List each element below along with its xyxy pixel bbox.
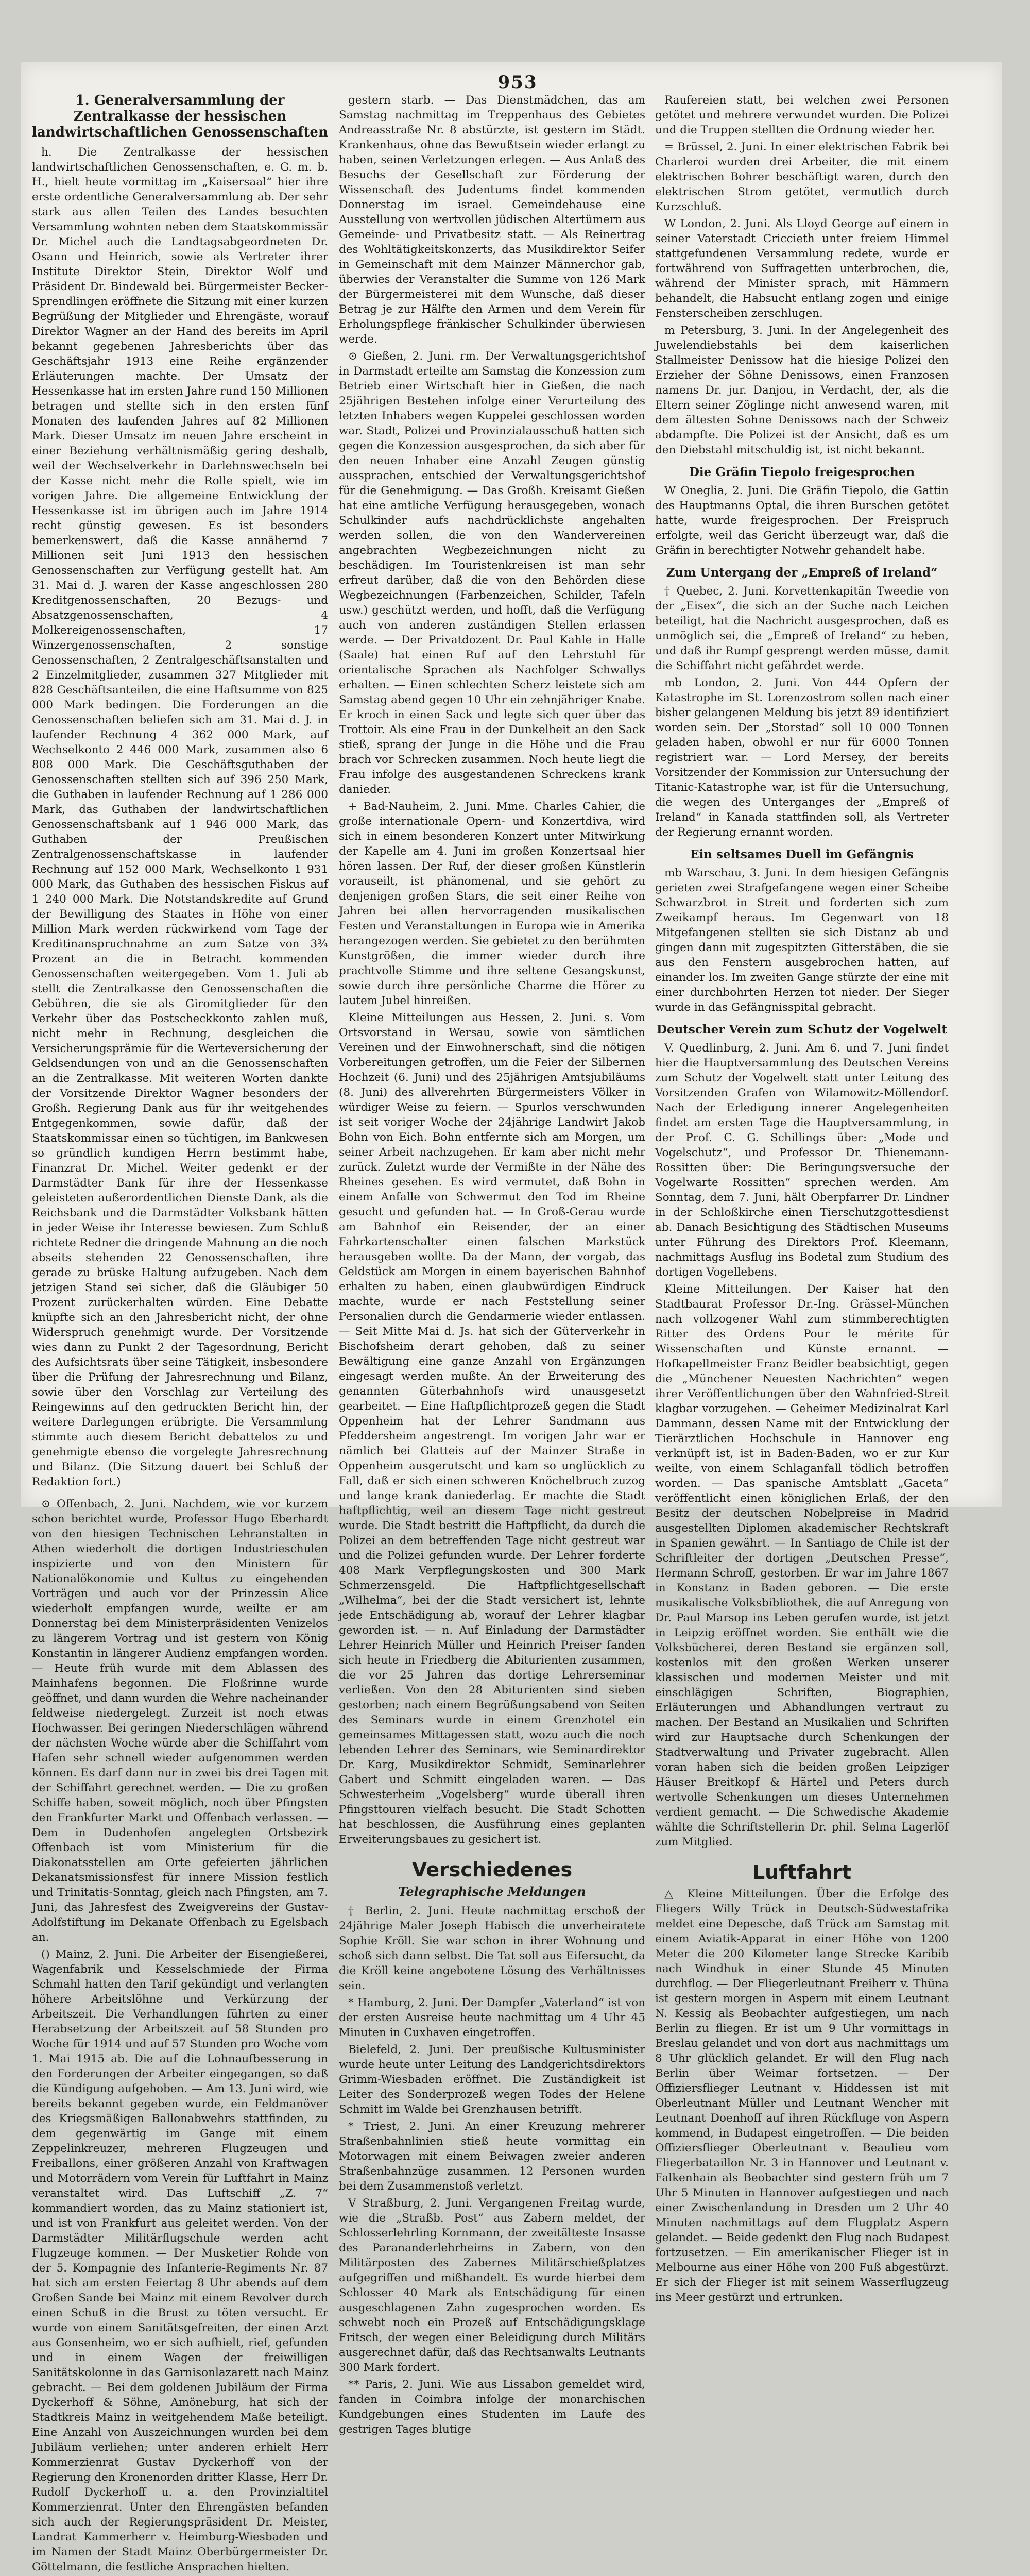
telegram-item: Raufereien statt, bei welchen zwei Personen getötet und mehrere verwundet wurden. Die Polizei und die Truppen stellten die Ordnung wieder her. [655, 94, 949, 137]
news-item: Kleine Mitteilungen aus Hessen, 2. Juni. s. Vom Ortsvorstand in Wersau, sowie von sämtlichen Vereinen und der Einwohnerschaft, sind die nötigen Vorbereitungen getroffen, um die Feier der Silbernen Hochzeit (6. Juni) und des 25jährigen Amtsjubiläums (8. Juni) des allverehrten Bürgermeisters Völker in würdiger Weise zu feiern. — Spurlos verschwunden ist seit voriger Woche der 24jährige Landwirt Jakob Bohn von Eich. Bohn entfernte sich am Morgen, um seiner Arbeit nachzugehen. Er kam aber nicht mehr zurück. Zuletzt wurde der Vermißte in der Nähe des Rheines gesehen. Es wird vermutet, daß Bohn in einem Anfalle von Schwermut den Tod im Rheine gesucht und gefunden hat. — In Groß-Gerau wurde am Bahnhof ein Reisender, der an einer Fahrkartenschalter einen falschen Markstück herausgeben wollte. Da der Mann, der vorgab, das Geldstück am Morgen in einem bayerischen Bahnhof erhalten zu haben, einen glaubwürdigen Eindruck machte, wurde er nach Feststellung seiner Personalien durch die Gendarmerie wieder entlassen. — Seit Mitte Mai d. Js. hat sich der Güterverkehr in Bischofsheim derart gehoben, daß zu seiner Bewältigung eine ganze Anzahl von Ergänzungen eingesagt werden mußte. An der Erweiterung des genannten Güterbahnhofs wird unausgesetzt gearbeitet. — Eine Haftpflichtprozeß gegen die Stadt Oppenheim hat der Lehrer Sandmann aus Pfeddersheim angestrengt. Im vorigen Jahr war er nämlich bei Glatteis auf der Mainzer Straße in Oppenheim ausgerutscht und kam so unglücklich zu Fall, daß er sich einen schweren Knöchelbruch zuzog und lange krank daniederlag. Er machte die Stadt haftpflichtig, weil an diesem Tage nicht gestreut wurde. Die Stadt bestritt die Haftpflicht, da durch die Polizei an dem betreffenden Tage nicht gestreut war und die Polizei gefunden wurde. Der Lehrer forderte 408 Mark Verpflegungskosten und 300 Mark Schmerzensgeld. Die Haftpflichtgesellschaft „Wilhelma“, bei der die Stadt versichert ist, lehnte jede Entschädigung ab, worauf der Lehrer klagbar geworden ist. — n. Auf Einladung der Darmstädter Lehrer Heinrich Müller und Heinrich Preiser fanden sich heute in Friedberg die Abiturienten zusammen, die vor 25 Jahren das dortige Lehrerseminar verließen. Von den 28 Abiturienten sind sieben gestorben; nach einem Begrüßungsabend von Seiten des Seminars wurde in einem Grenzhotel ein gemeinsames Mittagessen statt, wozu auch die noch lebenden Lehrer des Seminars, wie Seminardirektor Dr. Karg, Musikdirektor Schmidt, Seminarlehrer Gabert und Schmitt eingeladen waren. — Das Schwesterheim „Vogelsberg“ wurde überall ihren Pfingsttouren vielfach besucht. Die Stadt Schotten hat beschlossen, die Ausführung eines geplanten Erweiterungsbaues zu gesichert ist. [339, 1011, 645, 1846]
column-left [32, 93, 328, 2573]
telegram-item: V. Quedlinburg, 2. Juni. Am 6. und 7. Juni findet hier die Hauptversammlung des Deutschen Vereins zum Schutz der Vogelwelt statt unter Leitung des Vorsitzenden Grafen von Wilamowitz-Möllendorf. Nach der Erledigung innerer Angelegenheiten findet am ersten Tage die Hauptversammlung, in der Prof. C. G. Schillings über: „Mode und Vogelschutz“, und Professor Dr. Thienemann-Rossitten über: Die Beringungsversuche der Vogelwarte Rossitten“ sprechen werden. Am Sonntag, dem 7. Juni, hält Oberpfarrer Dr. Lindner in der Schloßkirche einen Tierschutzgottesdienst ab. Danach Besichtigung des Städtischen Museums unter Führung des Direktors Prof. Kleemann, nachmittags Ausflug ins Bodetal zum Studium des dortigen Vogellebens. [655, 1042, 949, 1279]
article-paragraph: h. Die Zentralkasse der hessischen landwirtschaftlichen Genossenschaften, e. G. m. b. H., hielt heute vormittag im „Kaisersaal“ hier ihre erste ordentliche Generalversammlung ab. Der sehr stark aus allen Teilen des Landes besuchten Versammlung wohnten neben dem Staatskommissär Dr. Michel auch die Landtagsabgeordneten Dr. Osann und Heinrich, sowie als Vertreter ihrer Institute Direktor Stein, Direktor Wolf und Präsident Dr. Bindewald bei. Bürgermeister Becker-Sprendlingen eröffnete die Sitzung mit einer kurzen Begrüßung der Mitglieder und Ehrengäste, worauf Direktor Wagner an der Hand des bereits im April bekannt gegebenen Jahresberichts über das Geschäftsjahr 1913 eine Reihe ergänzender Erläuterungen machte. Der Umsatz der Hessenkasse hat im ersten Jahre rund 150 Millionen betragen und stellte sich in den ersten fünf Monaten des laufenden Jahres auf 82 Millionen Mark. Dieser Umsatz im neuen Jahre erscheint in einer Beziehung verhältnismäßig gering deshalb, weil der Wechselverkehr in Darlehnswechseln bei der Kasse nicht mehr die Rolle spielt, wie im vorigen Jahre. Die allgemeine Entwicklung der Hessenkasse ist im übrigen auch im Jahre 1914 recht günstig gewesen. Es ist besonders bemerkenswert, daß die Kasse annähernd 7 Millionen seit Juni 1913 den hessischen Genossenschaften zur Verfügung gestellt hat. Am 31. Mai d. J. waren der Kasse angeschlossen 280 Kreditgenossenschaften, 20 Bezugs- und Absatzgenossenschaften, 4 Molkereigenossenschaften, 17 Winzergenossenschaften, 2 sonstige Genossenschaften, 2 Zentralgeschäftsanstalten und 2 Einzelmitglieder, zusammen 327 Mitglieder mit 828 Geschäftsanteilen, die eine Haftsumme von 825 000 Mark bedingen. Die Forderungen an die Genossenschaften beliefen sich am 31. Mai d. J. in laufender Rechnung 4 362 000 Mark, auf Wechselkonto 2 446 000 Mark, zusammen also 6 808 000 Mark. Die Geschäftsguthaben der Genossenschaften stellten sich auf 396 250 Mark, die Guthaben in laufender Rechnung auf 1 286 000 Mark, das Guthaben der landwirtschaftlichen Genossenschaftsbank auf 1 946 000 Mark, das Guthaben der Preußischen Zentralgenossenschaftskasse in laufender Rechnung auf 152 000 Mark, Wechselkonto 1 931 000 Mark, das Guthaben des hessischen Fiskus auf 1 240 000 Mark. Die Notstandskredite auf Grund der Bewilligung des Staates in Höhe von einer Million Mark werden rückwirkend vom Tage der Kreditinanspruchnahme an zum Satze von 3¾ Prozent an die in Betracht kommenden Genossenschaften weitergegeben. Vom 1. Juli ab stellt die Zentralkasse den Genossenschaften die Gebühren, die sie als Giromitglieder für den Verkehr über das Postscheckkonto zahlen muß, nicht mehr in Rechnung, desgleichen die Versicherungsprämie für die Werteversicherung der Geldsendungen von und an die Genossenschaften an die Zentralkasse. Mit weiteren Worten dankte der Vorsitzende Direktor Wagner besonders der Großh. Regierung Dank aus für ihr weitgehendes Entgegenkommen, sowie dafür, daß der Staatskommissar einen so tüchtigen, im Bankwesen so gründlich kundigen Herrn bestimmt habe, Finanzrat Dr. Michel. Weiter gedenkt er der Darmstädter Bank für ihre der Hessenkasse geleisteten außerordentlichen Dienste Dank, als die Reichsbank und die Darmstädter Volksbank hätten in jeder Weise ihr Interesse bewiesen. Zum Schluß richtete Redner die dringende Mahnung an die noch abseits stehenden 22 Genossenschaften, ihre gerade zu brüske Haltung aufzugeben. Nach dem jetzigen Stand sei sicher, daß die Gläubiger 50 Prozent zurückerhalten würden. Eine Debatte knüpfte sich an den Jahresbericht nicht, der ohne Widerspruch genehmigt wurde. Der Vorsitzende wies dann zu Punkt 2 der Tagesordnung, Bericht des Aufsichtsrats über seine Tätigkeit, insbesondere über die Prüfung der Jahresrechnung und Bilanz, sowie über den Vorschlag zur Verteilung des Reingewinns auf den gedruckten Bericht hin, der weitere Darlegungen erübrigte. Die Versammlung stimmte auch diesem Bericht debattelos zu und genehmigte ebenso die vorgelegte Jahresrechnung und Bilanz. (Die Sitzung dauert bei Schluß der Redaktion fort.) [32, 146, 328, 1488]
news-item: Kleine Mitteilungen. Der Kaiser hat den Stadtbaurat Professor Dr.-Ing. Grässel-München nach vollzogener Wahl zum stimmberechtigten Ritter des Ordens Pour le mérite für Wissenschaften und Künste ernannt. — Hofkapellmeister Franz Beidler beabsichtigt, gegen die „Münchener Neuesten Nachrichten“ wegen ihrer Veröffentlichungen über den Wahnfried-Streit klagbar vorzugehen. — Geheimer Medizinalrat Karl Dammann, dessen Name mit der Entwicklung der Tierärztlichen Hochschule in Hannover eng verknüpft ist, ist in Baden-Baden, wo er zur Kur weilte, von einem Schlaganfall tödlich betroffen worden. — Das spanische Amtsblatt „Gaceta“ veröffentlicht einen königlichen Erlaß, der den Besitz der deutschen Nobelpreise in Madrid ausgestellten Diplomen akademischer Rechtskraft in Spanien gewährt. — In Santiago de Chile ist der Schriftleiter der dortigen „Deutschen Presse“, Hermann Schroff, gestorben. Er war im Jahre 1867 in Konstanz in Baden geboren. — Die erste musikalische Volksbibliothek, die auf Anregung von Dr. Paul Marsop ins Leben gerufen wurde, ist jetzt in Leipzig eröffnet worden. Sie enthält wie die Volksbücherei, deren Bestand sie ergänzen soll, kostenlos mit den großen Werken unserer klassischen und modernen Meister und mit einschlägigen Schriften, Biographien, Erläuterungen und Abhandlungen vertraut zu machen. Der Bestand an Musikalien und Schriften wird zur Hauptsache durch Schenkungen der Stadtverwaltung und Privater zugebracht. Allen voran haben sich die beiden großen Leipziger Häuser Breitkopf & Härtel und Peters durch wertvolle Schenkungen um dieses Unternehmen verdient gemacht. — Die Schwedische Akademie wählte die Schriftstellerin Dr. phil. Selma Lagerlöf zum Mitglied. [655, 1283, 949, 1849]
article-headline: 1. Generalversammlung der Zentralkasse der hessischen landwirtschaftlichen Genossenschaften [32, 93, 328, 140]
news-item: () Mainz, 2. Juni. Die Arbeiter der Eisengießerei, Wagenfabrik und Kesselschmiede der Firma Schmahl hatten den Tarif gekündigt und verlangten höhere Arbeitslöhne und Verkürzung der Arbeitszeit. Die Verhandlungen führten zu einer Herabsetzung der Arbeitszeit auf 58 Stunden pro Woche für 1914 und auf 57 Stunden pro Woche vom 1. Mai 1915 ab. Die auf die Lohnaufbesserung in den Forderungen der Arbeiter eingegangen, so daß die Kündigung aufgehoben. — Am 13. Juni wird, wie bereits bekannt gegeben wurde, ein Feldmanöver des Kriegsmäßigen Ballonabwehrs stattfinden, zu dem gegenwärtig im Gange mit einem Zeppelinkreuzer, mehreren Flugzeugen und Freiballons, einer größeren Anzahl von Kraftwagen und Motorrädern vom Verein für Luftfahrt in Mainz veranstaltet wird. Das Luftschiff „Z. 7“ kommandiert worden, das zu Mainz stationiert ist, und ist von Frankfurt aus geleitet werden. Von der Darmstädter Militärflugschule werden acht Flugzeuge kommen. — Der Musketier Rohde von der 5. Kompagnie des Infanterie-Regiments Nr. 87 hat sich am ersten Feiertag 8 Uhr abends auf dem Großen Sande bei Mainz mit einem Revolver durch einen Schuß in die Brust zu töten versucht. Er wurde von einem Sanitätsgefreiten, der einen Arzt aus Gonsenheim, wo er sich aufhielt, rief, gefunden und in einem Wagen der freiwilligen Sanitätskolonne in das Garnisonlazarett nach Mainz gebracht. — Bei dem goldenen Jubiläum der Firma Dyckerhoff & Söhne, Amöneburg, hat sich der Stadtkreis Mainz in weitgehendem Maße beteiligt. Eine Anzahl von Auszeichnungen wurden bei dem Jubiläum verliehen; unter anderen erhielt Herr Kommerzienrat Gustav Dyckerhoff von der Regierung den Kronenorden dritter Klasse, Herr Dr. Rudolf Dyckerhoff u. a. den Provinzialtitel Kommerzienrat. Unter den Ehrengästen befanden sich auch der Regierungspräsident Dr. Meister, Landrat Kammerherr v. Heimburg-Wiesbaden und im Namen der Stadt Mainz Oberbürgermeister Dr. Göttelmann, die festliche Ansprachen hielten. [32, 1948, 328, 2573]
article-headline: Zum Untergang der „Empreß of Ireland“ [666, 566, 938, 580]
news-item: gestern starb. — Das Dienstmädchen, das am Samstag nachmittag im Treppenhaus des Gebietes Andreasstraße Nr. 8 abstürzte, ist gestern im Städt. Krankenhaus, ohne das Bewußtsein wieder erlangt zu haben, seinen Verletzungen erlegen. — Aus Anlaß des Besuchs der Gesellschaft zur Förderung der Wissenschaft des Judentums findet kommenden Donnerstag im israel. Gemeindehause eine Ausstellung von wertvollen jüdischen Altertümern aus Gemeinde- und Privatbesitz statt. — Als Reinertrag des Wohltätigkeitskonzerts, das Musikdirektor Seifer in Gemeinschaft mit dem Mainzer Männerchor gab, überwies der Veranstalter die Summe von 126 Mark der Bürgermeisterei mit dem Wunsche, daß dieser Betrag je zur Hälfte den Armen und dem Verein für Erholungspflege fränkischer Schulkinder überwiesen werde. [339, 94, 645, 346]
news-item: ⊙ Offenbach, 2. Juni. Nachdem, wie vor kurzem schon berichtet wurde, Professor Hugo Eberhardt von den hiesigen Technischen Lehranstalten in Athen wiederholt die dortigen Industrieschulen inspizierte und von den Ministern für Nationalökonomie und Kultus zu eingehenden Vorträgen und auch vor der Prinzessin Alice wiederholt empfangen wurde, weilte er am Donnerstag bei dem Ministerpräsidenten Venizelos zu längerem Vortrag und ist gestern von König Konstantin in längerer Audienz empfangen worden. — Heute früh wurde mit dem Ablassen des Mainhafens begonnen. Die Floßrinne wurde geöffnet, und dann wurden die Wehre nacheinander feldweise niedergelegt. Zurzeit ist noch etwas Hochwasser. Bei geringen Niederschlägen während der nächsten Woche würde aber die Schiffahrt vom Hafen sehr schnell wieder aufgenommen werden können. Es darf dann nur in zwei bis drei Tagen mit der Schiffahrt gerechnet werden. — Die zu großen Schiffe haben, soweit möglich, noch über Pfingsten den Frankfurter Markt und Offenbach verlassen. — Dem in Dudenhofen angelegten Ortsbezirk Offenbach ist vom Ministerium für die Diakonatsstellen am Orte gefeierten jährlichen Dekanatsmissionsfest für innere Mission festlich und Trinitatis-Sonntag, gleich nach Pfingsten, am 7. Juni, das Jahresfest des Zweigvereins der Gustav-Adolfstiftung im Dekanate Offenbach zu Egelsbach an. [32, 1498, 328, 1944]
section-heading: Verschiedenes [411, 1858, 573, 1881]
telegram-item: mb Warschau, 3. Juni. In dem hiesigen Gefängnis gerieten zwei Strafgefangene wegen einer Scheibe Schwarzbrot in Streit und forderten sich zum Zweikampf heraus. Im Gegenwart von 18 Mitgefangenen stellten sie sich Distanz ab und gingen dann mit zugespitzten Gitterstäben, die sie aus den Fenstern ausgebrochen hatten, auf einander los. Im zweiten Gange stürzte der eine mit einer durchbohrten Herzen tot nieder. Der Sieger wurde in das Gefängnisspital gebracht. [655, 867, 949, 1014]
telegram-item: ** Paris, 2. Juni. Wie aus Lissabon gemeldet wird, fanden in Coimbra infolge der monarchischen Kundgebungen eines Studenten im Laufe des gestrigen Tages blutige [339, 2378, 645, 2436]
telegram-item: W London, 2. Juni. Als Lloyd George auf einem in seiner Vaterstadt Criccieth unter freiem Himmel stattgefundenen Versammlung redete, wurde er fortwährend von Suffragetten unterbrochen, die, während der Minister sprach, mit Hämmern behandelt, die Habsucht entlang zogen und einige Fensterscheiben zerschlugen. [655, 217, 949, 320]
page-number: 953 [497, 72, 538, 93]
news-item: + Bad-Nauheim, 2. Juni. Mme. Charles Cahier, die große internationale Opern- und Konzertdiva, wird sich in einem besonderen Konzert unter Mitwirkung der Kapelle am 4. Juni im großen Konzertsaal hier hören lassen. Der Ruf, der dieser großen Künstlerin vorauseilt, ist phänomenal, und sie gehört zu denjenigen großen Stars, die seit einer Reihe von Jahren bei allen hervorragenden musikalischen Festen und Veranstaltungen in Europa wie in Amerika herangezogen werden. Sie gebietet zu den berühmten Kunstgrößen, die immer wieder durch ihre prachtvolle Stimme und ihre seltene Gesangskunst, sowie durch ihre persönliche Charme die Hörer zu lautem Jubel hinreißen. [339, 800, 645, 1007]
news-item: ⊙ Gießen, 2. Juni. rm. Der Verwaltungsgerichtshof in Darmstadt erteilte am Samstag die Konzession zum Betrieb einer Wirtschaft hier in Gießen, die nach 25jährigen Bestehen infolge einer Verurteilung des letzten Inhabers wegen Kuppelei geschlossen worden war. Stadt, Polizei und Provinzialausschuß hatten sich gegen die Konzession ausgesprochen, da sich aber für den neuen Inhaber eine Anzahl Zeugen günstig aussprachen, entschied der Verwaltungsgerichtshof für die Genehmigung. — Das Großh. Kreisamt Gießen hat eine amtliche Verfügung herausgegeben, wonach Schulkinder aufs nachdrücklichste angehalten werden sollen, die von den Wandervereinen angebrachten Wegbezeichnungen nicht zu beschädigen. Im Touristenkreisen ist man sehr erfreut darüber, daß die von den Behörden diese Wegbezeichnungen (Farbenzeichen, Schilder, Tafeln usw.) geschützt werden, und hofft, daß die Verfügung auch von anderen zuständigen Stellen erlassen werde. — Der Privatdozent Dr. Paul Kahle in Halle (Saale) hat einen Ruf auf den Lehrstuhl für orientalische Sprachen als Nachfolger Schwallys erhalten. — Einen schlechten Scherz leistete sich am Samstag abend gegen 10 Uhr ein zehnjähriger Knabe. Er kroch in einen Sack und legte sich quer über das Trottoir. Als eine Frau in der Dunkelheit an den Sack stieß, sprang der Junge in die Höhe und die Frau brach vor Schrecken zusammen. Noch heute liegt die Frau infolge des ausgestandenen Schreckens krank danieder. [339, 350, 645, 796]
article-headline: Die Gräfin Tiepolo freigesprochen [689, 465, 915, 479]
telegram-item: * Hamburg, 2. Juni. Der Dampfer „Vaterland“ ist von der ersten Ausreise heute nachmittag um 4 Uhr 45 Minuten in Cuxhaven eingetroffen. [339, 1996, 645, 2039]
news-item: △ Kleine Mitteilungen. Über die Erfolge des Fliegers Willy Trück in Deutsch-Südwestafrika meldet eine Depesche, daß Trück am Samstag mit einem Aviatik-Apparat in einer Höhe von 1200 Meter die 200 Kilometer lange Strecke Karibib nach Windhuk in einer Stunde 45 Minuten durchflog. — Der Fliegerleutnant Freiherr v. Thüna ist gestern morgen in Aspern mit einem Leutnant N. Kessig als Beobachter aufgestiegen, um nach Berlin zu fliegen. Er ist um 9 Uhr vormittags in Breslau gelandet und von dort aus nachmittags um 8 Uhr glücklich gelandet. Er will den Flug nach Berlin über Weimar fortsetzen. — Der Offiziersflieger Leutnant v. Hiddessen ist mit Oberleutnant Müller und Leutnant Wencher mit Leutnant Doenhoff auf ihren Rückfluge von Aspern kommend, in Budapest eingetroffen. — Die beiden Offiziersflieger Oberleutnant v. Beaulieu vom Fliegerbataillon Nr. 3 in Hannover und Leutnant v. Falkenhain als Beobachter sind gestern früh um 7 Uhr 5 Minuten in Hannover aufgestiegen und nach einer Zwischenlandung in Dresden um 2 Uhr 40 Minuten nachmittags auf dem Flugplatz Aspern gelandet. — Beide gedenkt den Flug nach Budapest fortzusetzen. — Ein amerikanischer Flieger ist in Melbourne aus einer Höhe von 200 Fuß abgestürzt. Er sich der Flieger ist mit seinem Wasserflugzeug ins Meer gestürzt und ertrunken. [655, 1888, 949, 2304]
telegram-item: † Berlin, 2. Juni. Heute nachmittag erschoß der 24jährige Maler Joseph Habisch die unverheiratete Sophie Kröll. Sie war schon in ihrer Wohnung und schoß sich dann selbst. Die Tat soll aus Eifersucht, da die Kröll keine angebotene Lösung des Verhältnisses sein. [339, 1905, 645, 1992]
column-right [655, 93, 949, 2304]
telegram-item: mb London, 2. Juni. Von 444 Opfern der Katastrophe im St. Lorenzostrom sollen nach einer bisher gelangenen Meldung bis jetzt 89 identifiziert worden sein. Der „Storstad“ soll 10 000 Tonnen geladen haben, obwohl er nur für 6000 Tonnen registriert war. — Lord Mersey, der bereits Vorsitzender der Kommission zur Untersuchung der Titanic-Katastrophe war, ist für die Untersuchung, die wegen des Unterganges der „Empreß of Ireland“ in Kanada stattfinden soll, als Vertreter der Regierung ernannt worden. [655, 676, 949, 839]
article-headline: Deutscher Verein zum Schutz der Vogelwelt [657, 1023, 947, 1037]
telegram-item: † Quebec, 2. Juni. Korvettenkapitän Tweedie von der „Eisex“, die sich an der Suche nach Leichen beteiligt, hat die Nachricht ausgesprochen, daß es unmöglich sei, die „Empreß of Ireland“ zu heben, und daß ihr Rumpf gesprengt werden müsse, damit die Schiffahrt nicht gefährdet werde. [655, 585, 949, 672]
column-middle [339, 93, 645, 2436]
telegram-item: * Triest, 2. Juni. An einer Kreuzung mehrerer Straßenbahnlinien stieß heute vormittag ein Motorwagen mit einem Beiwagen zweier anderen Straßenbahnzüge zusammen. 12 Personen wurden bei dem Zusammenstoß verletzt. [339, 2120, 645, 2193]
section-heading: Luftfahrt [752, 1861, 852, 1884]
telegram-item: Bielefeld, 2. Juni. Der preußische Kultusminister wurde heute unter Leitung des Landgerichtsdirektors Grimm-Wiesbaden eröffnet. Die Zuständigkeit ist Leiter des Sonderprozeß wegen Todes der Helene Schmitt im Walde bei Grenzhausen betrifft. [339, 2043, 645, 2116]
telegram-item: m Petersburg, 3. Juni. In der Angelegenheit des Juwelendiebstahls bei dem kaiserlichen Stallmeister Denissow hat die hiesige Polizei den Erzieher der Söhne Denissows, einen Franzosen namens Dr. jur. Danjou, in Verdacht, der, als die Eltern seiner Zöglinge nicht anwesend waren, mit dem ältesten Sohne Denissows nach der Schweiz abdampfte. Die Polizei ist der Ansicht, daß es um den Diebstahl mitschuldig ist, ist nicht bekannt. [655, 324, 949, 456]
article-headline: Ein seltsames Duell im Gefängnis [690, 848, 914, 861]
section-subheading: Telegraphische Meldungen [398, 1884, 586, 1899]
telegram-item: W Oneglia, 2. Juni. Die Gräfin Tiepolo, die Gattin des Hauptmanns Optal, die ihren Burschen getötet hatte, wurde freigesprochen. Der Freispruch erfolgte, weil das Gericht überzeugt war, daß die Gräfin in berechtigter Notwehr gehandelt habe. [655, 484, 949, 557]
telegram-item: = Brüssel, 2. Juni. In einer elektrischen Fabrik bei Charleroi wurden drei Arbeiter, die mit einem elektrischen Bohrer beschäftigt waren, durch den elektrischen Strom getötet, vermutlich durch Kurzschluß. [655, 141, 949, 213]
telegram-item: V Straßburg, 2. Juni. Vergangenen Freitag wurde, wie die „Straßb. Post“ aus Zabern meldet, der Schlosserlehrling Kornmann, der zweitälteste Insasse des Parananderlehrheims in Zabern, von den Militärposten des Zabernes Militärschießplatzes aufgegriffen und mißhandelt. Es wurde hierbei dem Schlosser 40 Mark als Entschädigung für einen ausgeschlagenen Zahn zugesprochen worden. Es schwebt noch ein Prozeß auf Entschädigungsklage Fritsch, der wegen einer Beleidigung durch Militärs ausgerechnet dafür, daß das Rechtsanwalts Leutnants 300 Mark fordert. [339, 2197, 645, 2374]
